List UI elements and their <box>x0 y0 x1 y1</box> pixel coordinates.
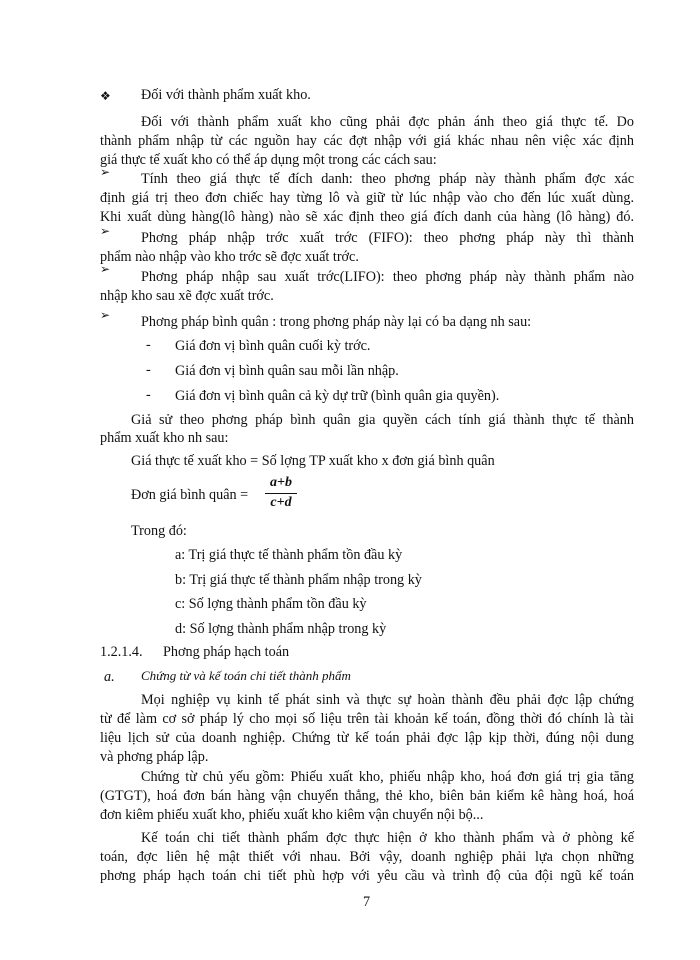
section-number: 1.2.1.4. <box>100 644 143 660</box>
paragraph-4-line-3: đơn kiêm phiếu xuất kho, phiếu xuất kho kiêm vận chuyển nội bộ... <box>100 807 484 823</box>
formula-unit-price-label: Đơn giá bình quân = <box>131 487 249 503</box>
method-1-line-1: Tính theo giá thực tế đích danh: theo phơng pháp này thành phẩm đợc xác <box>141 171 634 187</box>
paragraph-5-line-1: Kế toán chi tiết thành phẩm đợc thực hiện ở kho thành phẩm và ở phòng kế <box>141 830 634 846</box>
paragraph-1-line-2: thành phẩm nhập từ các nguồn hay các đợt nhập với giá khác nhau nên việc xác định <box>100 133 634 149</box>
where-item-a: a: Trị giá thực tế thành phẩm tồn đầu kỳ <box>175 547 403 563</box>
paragraph-1-line-3: giá thực tế xuất kho có thể áp dụng một trong các cách sau: <box>100 152 437 168</box>
dash-bullet: - <box>146 337 151 353</box>
arrow-bullet-icon: ➢ <box>100 308 111 322</box>
arrow-bullet-icon: ➢ <box>100 224 111 238</box>
paragraph-3-line-4: và phơng pháp lập. <box>100 749 209 765</box>
paragraph-5-line-2: toán, đợc liên hệ mật thiết với nhau. Bởi vậy, doanh nghiệp phải lựa chọn những <box>100 849 634 865</box>
method-3-line-1: Phơng pháp nhập sau xuất trớc(LIFO): theo phơng pháp này thành phẩm nào <box>141 269 634 285</box>
paragraph-4-line-1: Chứng từ chủ yếu gồm: Phiếu xuất kho, phiếu nhập kho, hoá đơn giá trị gia tăng <box>141 769 634 785</box>
arrow-bullet-icon: ➢ <box>100 262 111 276</box>
dash-item-2: Giá đơn vị bình quân sau mỗi lần nhập. <box>175 363 399 379</box>
fraction-numerator: a+b <box>270 475 292 490</box>
where-item-c: c: Số lợng thành phẩm tồn đầu kỳ <box>175 596 367 612</box>
formula-actual-price: Giá thực tế xuất kho = Số lợng TP xuất kho x đơn giá bình quân <box>131 453 495 469</box>
subsection-title: Chứng từ và kế toán chi tiết thành phẩm <box>141 668 351 683</box>
dash-item-1: Giá đơn vị bình quân cuối kỳ trớc. <box>175 338 371 354</box>
paragraph-3-line-3: liệu lịch sử của doanh nghiệp. Chứng từ kế toán phải đợc lập kịp thời, đúng nội dung <box>100 730 634 746</box>
where-item-d: d: Số lợng thành phẩm nhập trong kỳ <box>175 621 387 637</box>
dash-item-3: Giá đơn vị bình quân cả kỳ dự trữ (bình quân gia quyền). <box>175 388 500 404</box>
method-1-line-2: định giá trị theo đơn chiếc hay từng lô và giữ từ lúc nhập vào cho đến lúc xuất dùng. <box>100 190 634 206</box>
section-title: Phơng pháp hạch toán <box>163 644 290 660</box>
paragraph-1-line-1: Đối với thành phẩm xuất kho cũng phải đợc phản ánh theo giá thực tế. Do <box>141 114 634 130</box>
paragraph-2-line-1: Giả sử theo phơng pháp bình quân gia quyền cách tính giá thành thực tế thành <box>131 412 634 428</box>
subsection-marker: a. <box>104 669 115 685</box>
method-3-line-2: nhập kho sau xẽ đợc xuất trớc. <box>100 288 274 304</box>
fraction-denominator: c+d <box>270 495 292 510</box>
where-item-b: b: Trị giá thực tế thành phẩm nhập trong kỳ <box>175 572 422 588</box>
dash-bullet: - <box>146 362 151 378</box>
where-label: Trong đó: <box>131 523 187 539</box>
dash-bullet: - <box>146 387 151 403</box>
method-2-line-2: phẩm nào nhập vào kho trớc sẽ đợc xuất trớc. <box>100 249 359 265</box>
section-heading-export: Đối với thành phẩm xuất kho. <box>141 87 311 103</box>
paragraph-3-line-2: từ để làm cơ sở pháp lý cho mọi số liệu trên tài khoản kế toán, đồng thời đó chính là tài <box>100 711 634 727</box>
paragraph-2-line-2: phẩm xuất kho nh sau: <box>100 430 229 446</box>
paragraph-4-line-2: (GTGT), hoá đơn bán hàng vận chuyển thẳng, thẻ kho, biên bản kiểm kê hàng hoá, hoá <box>100 788 634 804</box>
page-number: 7 <box>363 894 371 910</box>
method-4-line: Phơng pháp bình quân : trong phơng pháp này lại có ba dạng nh sau: <box>141 314 532 330</box>
diamond-bullet-icon: ❖ <box>100 89 111 103</box>
method-2-line-1: Phơng pháp nhập trớc xuất trớc (FIFO): theo phơng pháp này thì thành <box>141 230 634 246</box>
fraction-bar <box>265 493 297 494</box>
paragraph-3-line-1: Mọi nghiệp vụ kinh tế phát sinh và thực sự hoàn thành đều phải đợc lập chứng <box>141 692 634 708</box>
paragraph-5-line-3: phơng pháp hạch toán chi tiết phù hợp với yêu cầu và trình độ của đội ngũ kế toán <box>100 868 634 884</box>
method-1-line-3: Khi xuất dùng hàng(lô hàng) nào sẽ xác định theo giá đích danh của hàng (lô hàng) đó. <box>100 209 634 225</box>
arrow-bullet-icon: ➢ <box>100 165 111 179</box>
